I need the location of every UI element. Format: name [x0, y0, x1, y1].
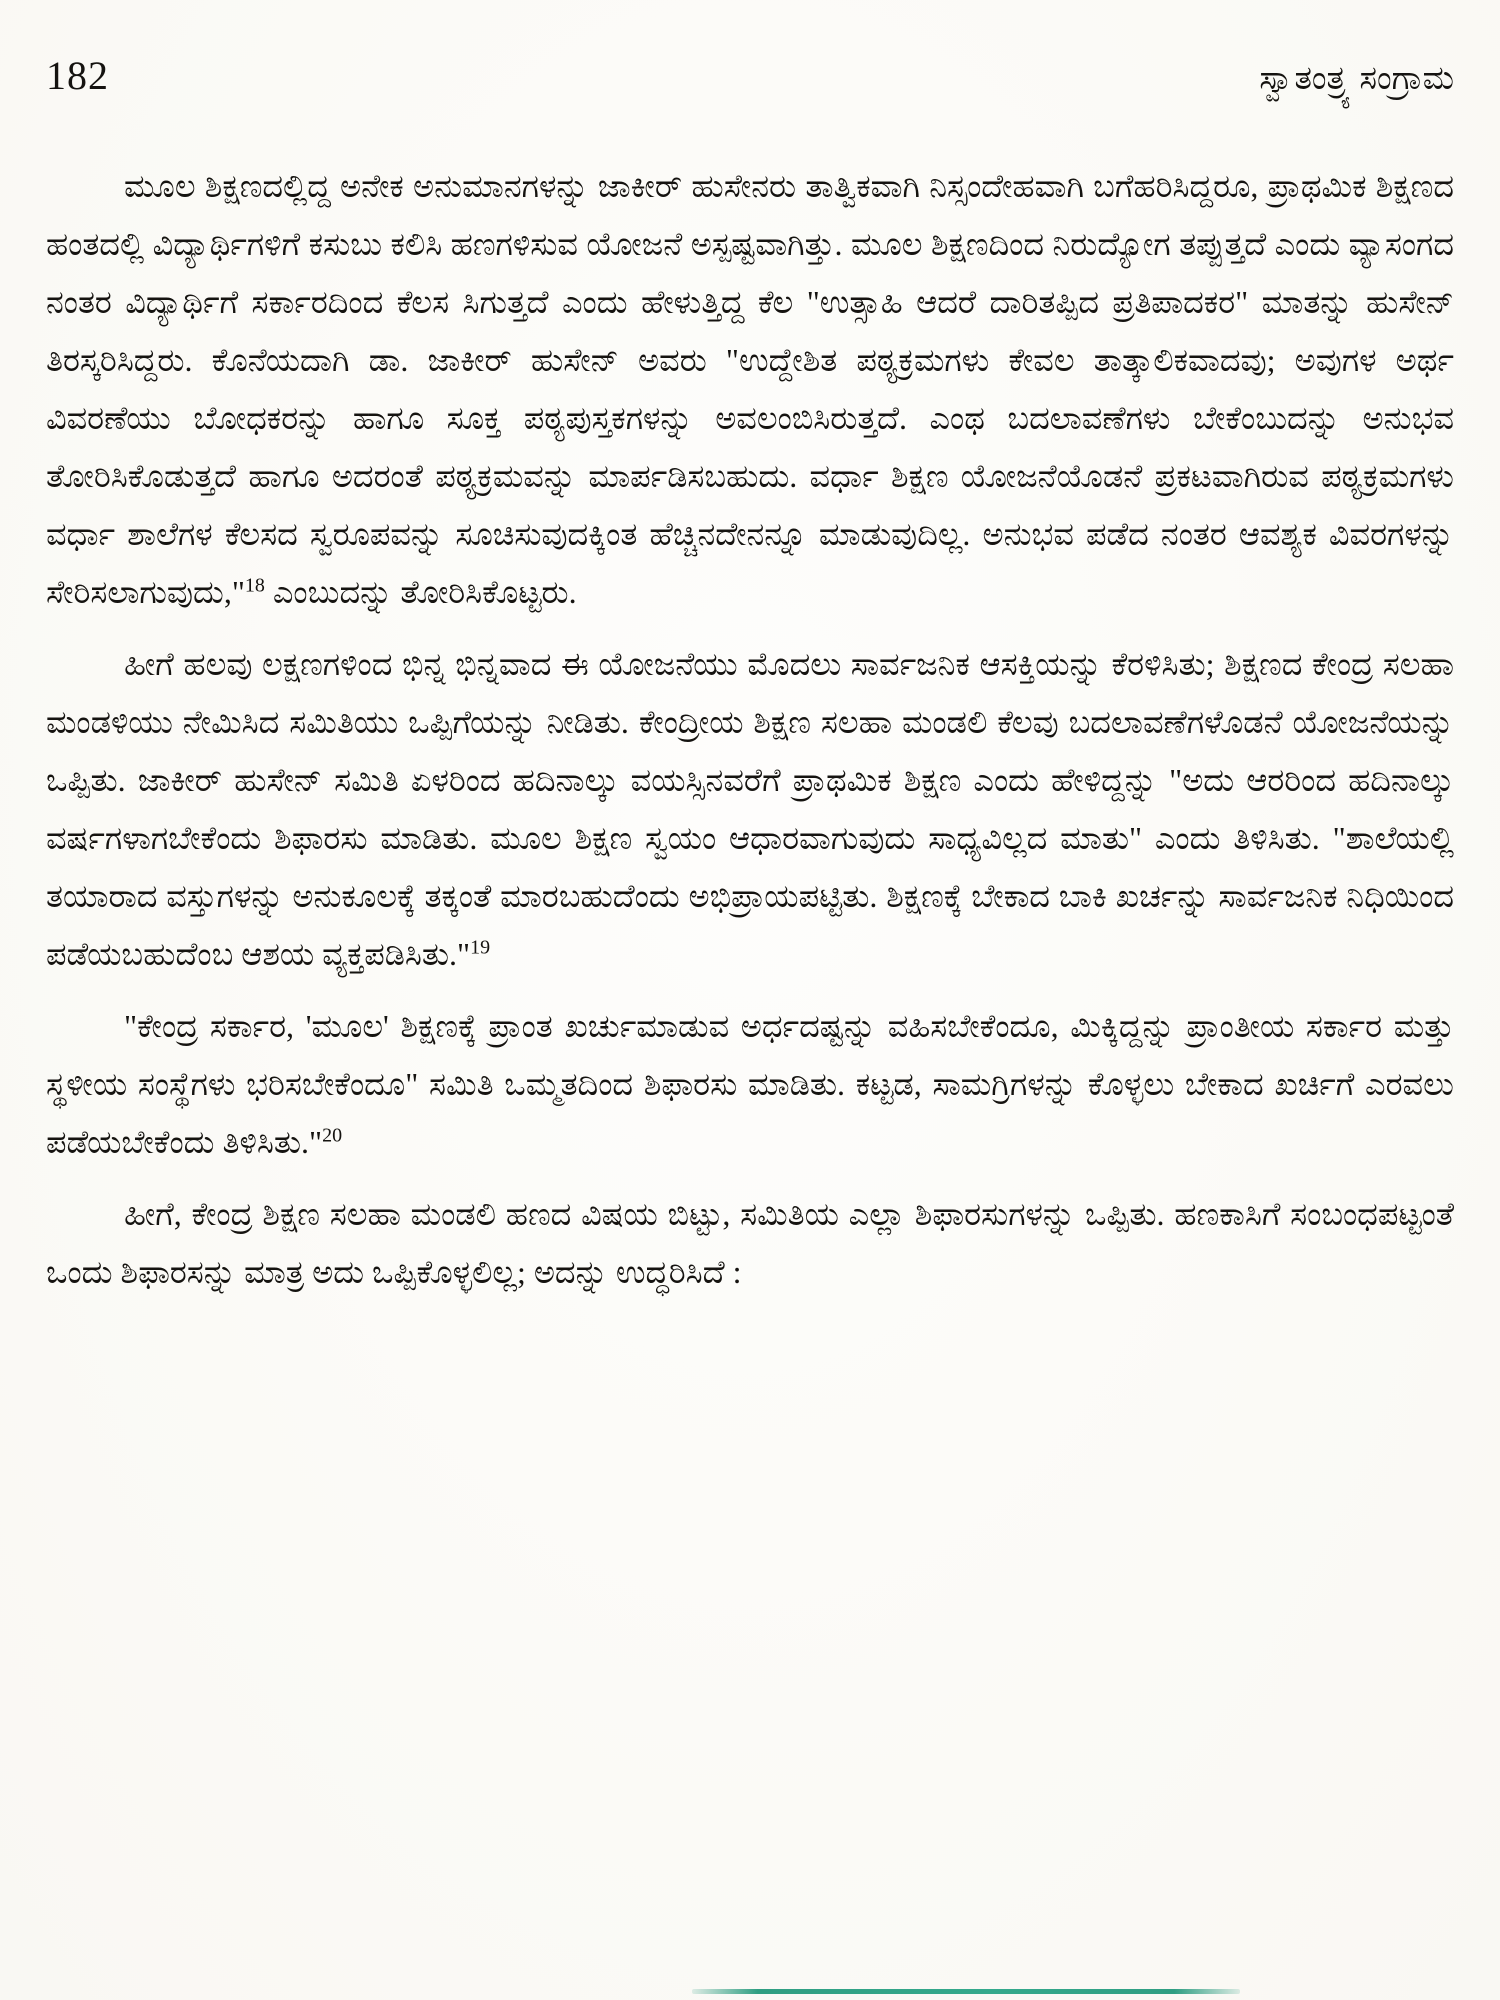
paragraph-4	[46, 1185, 1454, 1301]
footnote-ref-19: 19	[470, 936, 491, 959]
paragraph-2	[46, 635, 1454, 983]
paragraph-1-text: ಮೂಲ ಶಿಕ್ಷಣದಲ್ಲಿದ್ದ ಅನೇಕ ಅನುಮಾನಗಳನ್ನು ಜಾಕೀರ್ ಹುಸೇನರು ತಾತ್ವಿಕವಾಗಿ ನಿಸ್ಸಂದೇಹವಾಗಿ ಬಗೆಹರಿಸಿದ್ದರೂ, ಪ್ರಾಥಮಿಕ ಶಿಕ್ಷಣದ ಹಂತದಲ್ಲಿ ವಿದ್ಯಾರ್ಥಿಗಳಿಗೆ ಕಸುಬು ಕಲಿಸಿ ಹಣಗಳಿಸುವ ಯೋಜನೆ ಅಸ್ಪಷ್ಟವಾಗಿತ್ತು. ಮೂಲ ಶಿಕ್ಷಣದಿಂದ ನಿರುದ್ಯೋಗ ತಪ್ಪುತ್ತದೆ ಎಂದು ವ್ಯಾಸಂಗದ ನಂತರ ವಿದ್ಯಾರ್ಥಿಗೆ ಸರ್ಕಾರದಿಂದ ಕೆಲಸ ಸಿಗುತ್ತದೆ ಎಂದು ಹೇಳುತ್ತಿದ್ದ ಕೆಲ "ಉತ್ಸಾಹಿ ಆದರೆ ದಾರಿತಪ್ಪಿದ ಪ್ರತಿಪಾದಕರ" ಮಾತನ್ನು ಹುಸೇನ್ ತಿರಸ್ಕರಿಸಿದ್ದರು. ಕೊನೆಯದಾಗಿ ಡಾ. ಜಾಕೀರ್ ಹುಸೇನ್ ಅವರು "ಉದ್ದೇಶಿತ ಪಠ್ಯಕ್ರಮಗಳು ಕೇವಲ ತಾತ್ಕಾಲಿಕವಾದವು; ಅವುಗಳ ಅರ್ಥ ವಿವರಣೆಯು ಬೋಧಕರನ್ನು ಹಾಗೂ ಸೂಕ್ತ ಪಠ್ಯಪುಸ್ತಕಗಳನ್ನು ಅವಲಂಬಿಸಿರುತ್ತದೆ. ಎಂಥ ಬದಲಾವಣೆಗಳು ಬೇಕೆಂಬುದನ್ನು ಅನುಭವ ತೋರಿಸಿಕೊಡುತ್ತದೆ ಹಾಗೂ ಅದರಂತೆ ಪಠ್ಯಕ್ರಮವನ್ನು ಮಾರ್ಪಡಿಸಬಹುದು. ವರ್ಧಾ ಶಿಕ್ಷಣ ಯೋಜನೆಯೊಡನೆ ಪ್ರಕಟವಾಗಿರುವ ಪಠ್ಯಕ್ರಮಗಳು ವರ್ಧಾ ಶಾಲೆಗಳ ಕೆಲಸದ ಸ್ವರೂಪವನ್ನು ಸೂಚಿಸುವುದಕ್ಕಿಂತ ಹೆಚ್ಚಿನದೇನನ್ನೂ ಮಾಡುವುದಿಲ್ಲ. ಅನುಭವ ಪಡೆದ ನಂತರ ಆವಶ್ಯಕ ವಿವರಗಳನ್ನು ಸೇರಿಸಲಾಗುವುದು,"	[46, 168, 1454, 610]
paragraph-4-text: ಹೀಗೆ, ಕೇಂದ್ರ ಶಿಕ್ಷಣ ಸಲಹಾ ಮಂಡಲಿ ಹಣದ ವಿಷಯ ಬಿಟ್ಟು, ಸಮಿತಿಯ ಎಲ್ಲಾ ಶಿಫಾರಸುಗಳನ್ನು ಒಪ್ಪಿತು. ಹಣಕಾಸಿಗೆ ಸಂಬಂಧಪಟ್ಟಂತೆ ಒಂದು ಶಿಫಾರಸನ್ನು ಮಾತ್ರ ಅದು ಒಪ್ಪಿಕೊಳ್ಳಲಿಲ್ಲ; ಅದನ್ನು ಉದ್ಧರಿಸಿದೆ :	[46, 1196, 1454, 1290]
footnote-ref-18: 18	[244, 574, 265, 597]
page-header	[46, 52, 1454, 99]
paragraph-1-text-after: ಎಂಬುದನ್ನು ತೋರಿಸಿಕೊಟ್ಟರು.	[264, 574, 577, 610]
paragraph-3	[46, 997, 1454, 1171]
paragraph-2-text: ಹೀಗೆ ಹಲವು ಲಕ್ಷಣಗಳಿಂದ ಭಿನ್ನ ಭಿನ್ನವಾದ ಈ ಯೋಜನೆಯು ಮೊದಲು ಸಾರ್ವಜನಿಕ ಆಸಕ್ತಿಯನ್ನು ಕೆರಳಿಸಿತು; ಶಿಕ್ಷಣದ ಕೇಂದ್ರ ಸಲಹಾ ಮಂಡಳಿಯು ನೇಮಿಸಿದ ಸಮಿತಿಯು ಒಪ್ಪಿಗೆಯನ್ನು ನೀಡಿತು. ಕೇಂದ್ರೀಯ ಶಿಕ್ಷಣ ಸಲಹಾ ಮಂಡಲಿ ಕೆಲವು ಬದಲಾವಣೆಗಳೊಡನೆ ಯೋಜನೆಯನ್ನು ಒಪ್ಪಿತು. ಜಾಕೀರ್ ಹುಸೇನ್ ಸಮಿತಿ ಏಳರಿಂದ ಹದಿನಾಲ್ಕು ವಯಸ್ಸಿನವರೆಗೆ ಪ್ರಾಥಮಿಕ ಶಿಕ್ಷಣ ಎಂದು ಹೇಳಿದ್ದನ್ನು "ಅದು ಆರರಿಂದ ಹದಿನಾಲ್ಕು ವರ್ಷಗಳಾಗಬೇಕೆಂದು ಶಿಫಾರಸು ಮಾಡಿತು. ಮೂಲ ಶಿಕ್ಷಣ ಸ್ವಯಂ ಆಧಾರವಾಗುವುದು ಸಾಧ್ಯವಿಲ್ಲದ ಮಾತು" ಎಂದು ತಿಳಿಸಿತು. "ಶಾಲೆಯಲ್ಲಿ ತಯಾರಾದ ವಸ್ತುಗಳನ್ನು ಅನುಕೂಲಕ್ಕೆ ತಕ್ಕಂತೆ ಮಾರಬಹುದೆಂದು ಅಭಿಪ್ರಾಯಪಟ್ಟಿತು. ಶಿಕ್ಷಣಕ್ಕೆ ಬೇಕಾದ ಬಾಕಿ ಖರ್ಚನ್ನು ಸಾರ್ವಜನಿಕ ನಿಧಿಯಿಂದ ಪಡೆಯಬಹುದೆಂಬ ಆಶಯ ವ್ಯಕ್ತಪಡಿಸಿತು."	[46, 646, 1454, 972]
footnote-ref-20: 20	[322, 1124, 343, 1147]
page-body	[46, 157, 1454, 1301]
running-title: ಸ್ವಾತಂತ್ರ್ಯ ಸಂಗ್ರಾಮ	[1259, 61, 1454, 97]
paragraph-3-text: "ಕೇಂದ್ರ ಸರ್ಕಾರ, 'ಮೂಲ' ಶಿಕ್ಷಣಕ್ಕೆ ಪ್ರಾಂತ ಖರ್ಚುಮಾಡುವ ಅರ್ಧದಷ್ಟನ್ನು ವಹಿಸಬೇಕೆಂದೂ, ಮಿಕ್ಕಿದ್ದನ್ನು ಪ್ರಾಂತೀಯ ಸರ್ಕಾರ ಮತ್ತು ಸ್ಥಳೀಯ ಸಂಸ್ಥೆಗಳು ಭರಿಸಬೇಕೆಂದೂ" ಸಮಿತಿ ಒಮ್ಮತದಿಂದ ಶಿಫಾರಸು ಮಾಡಿತು. ಕಟ್ಟಡ, ಸಾಮಗ್ರಿಗಳನ್ನು ಕೊಳ್ಳಲು ಬೇಕಾದ ಖರ್ಚಿಗೆ ಎರವಲು ಪಡೆಯಬೇಕೆಂದು ತಿಳಿಸಿತು."	[46, 1008, 1454, 1160]
scanner-artifact-line	[692, 1989, 1240, 1994]
paragraph-1	[46, 157, 1454, 621]
page-number: 182	[46, 53, 109, 98]
